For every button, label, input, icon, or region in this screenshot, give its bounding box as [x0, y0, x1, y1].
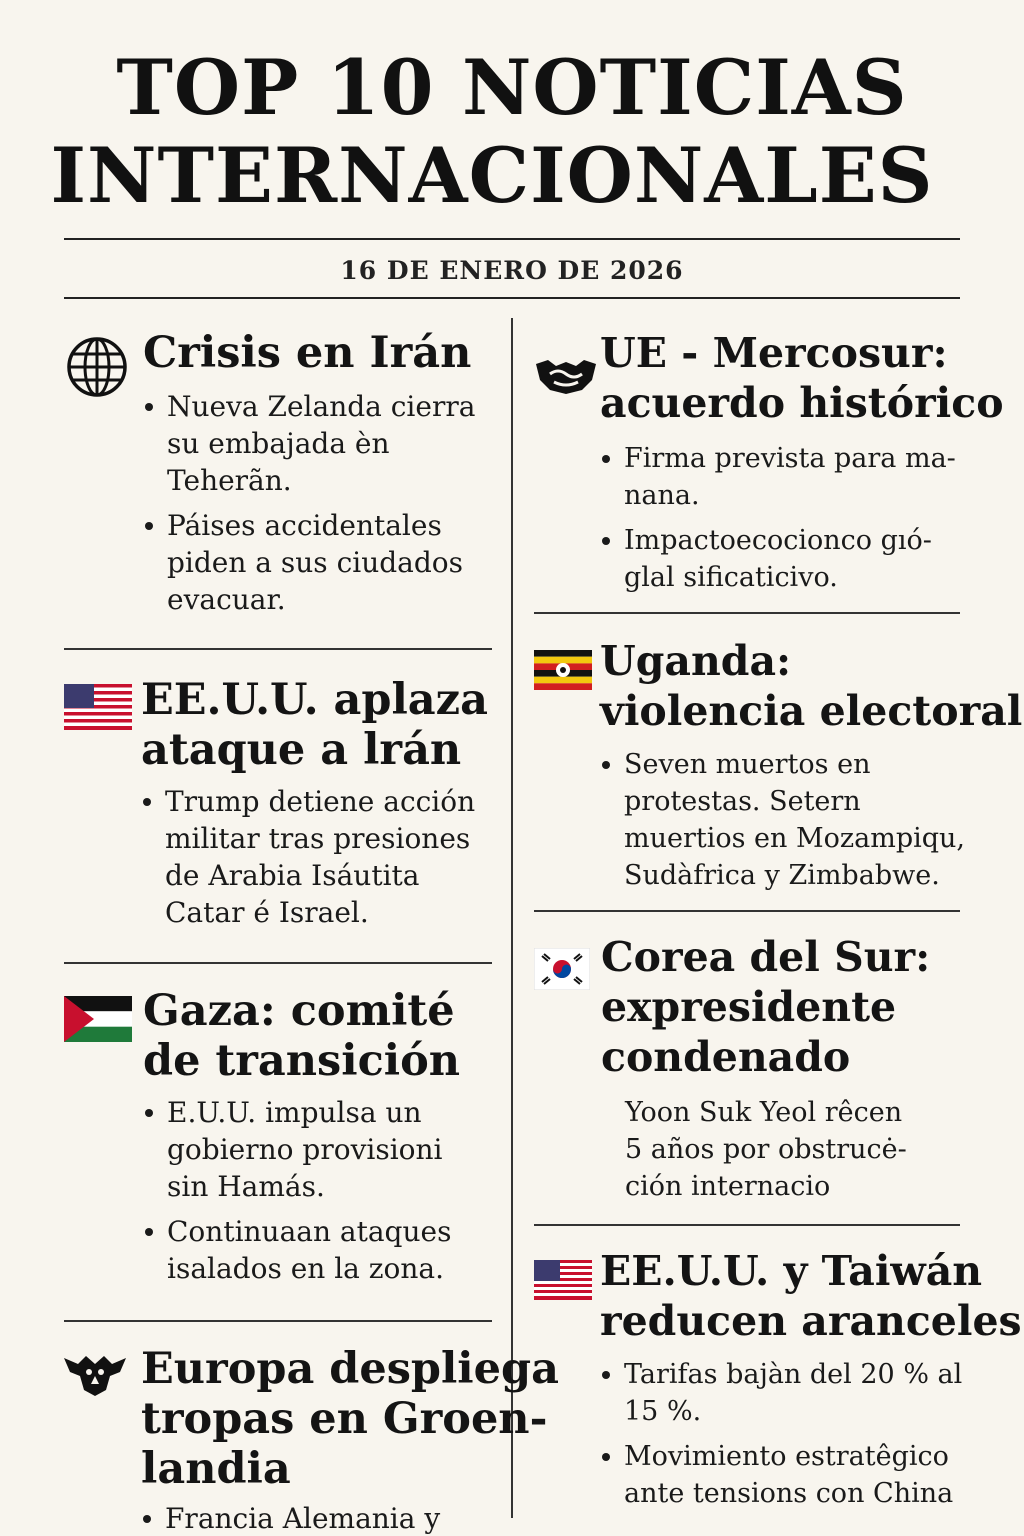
- list-item: Francia Alemania y: [141, 1500, 559, 1536]
- header-rule-bottom: [64, 297, 960, 299]
- headline: Gaza: comité de transición: [143, 986, 461, 1086]
- headline: Uganda: violencia electoral: [600, 637, 1023, 735]
- bullet-list: [141, 783, 488, 931]
- article-eu-mercosur: [600, 328, 1004, 604]
- bullet-list: [143, 388, 475, 618]
- header-rule-top: [64, 238, 960, 240]
- list-item: Movimiento estratêgico ante tensions con China: [600, 1438, 1022, 1512]
- headline: Europa despliega tropas en Groen- landia: [141, 1344, 559, 1494]
- page-title-line-2: INTERNACIONALES: [50, 131, 934, 220]
- handshake-icon: [534, 352, 598, 402]
- article-separator: [64, 962, 492, 964]
- list-item: Continuaan ataques isalados en la zona.: [143, 1213, 460, 1287]
- bullet-list: [600, 746, 1022, 894]
- list-item: Trump detiene acción militar tras presiones de Arabia Isáutita Catar é Israel.: [141, 783, 488, 931]
- uganda-flag-icon: [534, 650, 592, 694]
- article-separator: [534, 1224, 960, 1226]
- article-separator: [64, 648, 492, 650]
- article-us-delays-attack: [141, 675, 488, 939]
- issue-date: 16 DE ENERO DE 2026: [340, 256, 684, 285]
- headline: Crisis en Irán: [143, 328, 472, 378]
- headline: EE.U.U. y Taiwán reducen aranceles: [600, 1247, 1022, 1345]
- list-item: Impactoecocionco gıó- glal sificaticivo.: [600, 522, 1004, 596]
- article-gaza-committee: [143, 986, 460, 1295]
- list-item: Nueva Zelanda cierra su embajada èn Teherãn.: [143, 388, 475, 499]
- bullet-list: [600, 1356, 1022, 1512]
- article-body: Yoon Suk Yeol rêcen 5 años por obstrucė- ción internacio: [625, 1097, 907, 1202]
- list-item: Tarifas bajàn del 20 % al 15 %.: [600, 1356, 1022, 1430]
- article-uganda-violence: [600, 636, 1022, 902]
- article-separator: [64, 1320, 492, 1322]
- list-item: Páises accidentales piden a sus ciudados evacuar.: [143, 507, 475, 618]
- eagle-emblem-icon: [62, 1350, 128, 1402]
- article-south-korea: [601, 932, 930, 1205]
- list-item: Firma prevista para ma- nana.: [600, 440, 1004, 514]
- page-title-line-1: TOP 10 NOTICIAS: [116, 43, 908, 132]
- headline: Corea del Sur: expresidente condenado: [601, 933, 931, 1081]
- south-korea-flag-icon: [534, 948, 590, 994]
- list-item: Seven muertos en protestas. Setern muertios en Mozampiqu, Sudàfrica y Zimbabwe.: [600, 746, 1022, 894]
- list-item: E.U.U. impulsa un gobierno provisioni sin Hamás.: [143, 1094, 460, 1205]
- headline: UE - Mercosur: acuerdo histórico: [600, 329, 1004, 427]
- bullet-list: [141, 1500, 559, 1536]
- bullet-list: [143, 1094, 460, 1287]
- article-separator: [534, 612, 960, 614]
- bullet-list: [600, 440, 1004, 596]
- masthead: [0, 44, 1024, 220]
- palestine-flag-icon: [64, 996, 132, 1046]
- article-separator: [534, 910, 960, 912]
- column-divider: [511, 318, 513, 1518]
- us-flag-icon: [534, 1260, 592, 1304]
- globe-icon: [66, 336, 128, 402]
- headline: EE.U.U. aplaza ataque a lrán: [141, 675, 488, 775]
- article-europe-greenland: [141, 1344, 559, 1536]
- us-flag-icon: [64, 684, 132, 734]
- article-us-taiwan-tariffs: [600, 1246, 1022, 1520]
- article-crisis-iran: [143, 328, 475, 626]
